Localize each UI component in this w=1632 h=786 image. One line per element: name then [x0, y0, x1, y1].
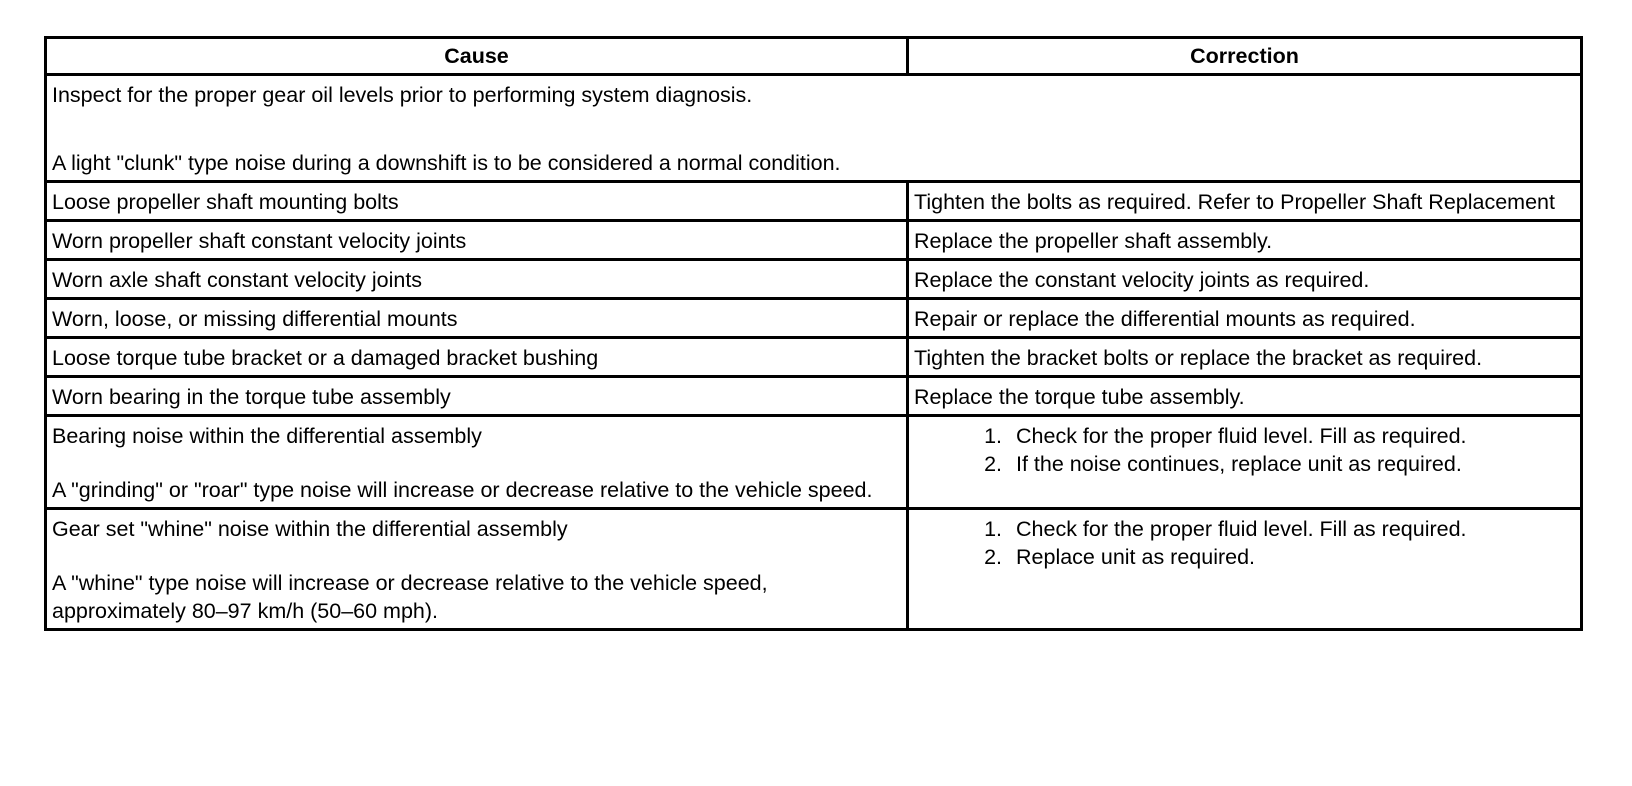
step-number: 2. [984, 545, 1002, 569]
cause-cell [46, 338, 908, 377]
table-row [46, 416, 1582, 509]
table-row [46, 299, 1582, 338]
cause-detail-text: A "whine" type noise will increase or decrease relative to the vehicle speed, approximately 80–97 km/h (50–60 mph). [52, 571, 768, 623]
table-row [46, 377, 1582, 416]
table-row [46, 338, 1582, 377]
correction-cell: Tighten the bracket bolts or replace the bracket as required. [908, 338, 1582, 377]
diagnostic-table [44, 36, 1583, 631]
correction-cell: Replace the constant velocity joints as required. [908, 260, 1582, 299]
table-row [46, 182, 1582, 221]
cause-text: Loose propeller shaft mounting bolts [52, 190, 399, 214]
correction-steps-list [914, 422, 1574, 478]
correction-steps-list [914, 515, 1574, 571]
cause-cell [46, 377, 908, 416]
correction-step [914, 543, 1574, 571]
note-text: Inspect for the proper gear oil levels prior to performing system diagnosis. [52, 83, 753, 107]
step-number: 2. [984, 452, 1002, 476]
cause-text: Worn axle shaft constant velocity joints [52, 268, 423, 292]
step-text: Check for the proper fluid level. Fill as required. [1016, 517, 1467, 541]
cause-text: Worn propeller shaft constant velocity joints [52, 229, 467, 253]
correction-cell: Tighten the bolts as required. Refer to Propeller Shaft Replacement [908, 182, 1582, 221]
note-row [46, 75, 1582, 182]
cause-text: Gear set "whine" noise within the differential assembly [52, 517, 568, 541]
cause-cell [46, 260, 908, 299]
step-number: 1. [984, 517, 1002, 541]
step-number: 1. [984, 424, 1002, 448]
table-row [46, 221, 1582, 260]
cause-cell [46, 509, 908, 630]
cause-cell [46, 299, 908, 338]
header-row [46, 38, 1582, 75]
cause-cell [46, 182, 908, 221]
table-row [46, 260, 1582, 299]
correction-step [914, 422, 1574, 450]
correction-cell: Replace the torque tube assembly. [908, 377, 1582, 416]
cause-column-header: Cause [46, 38, 908, 75]
correction-cell [908, 416, 1582, 509]
correction-cell: Repair or replace the differential mounts as required. [908, 299, 1582, 338]
cause-text: Worn, loose, or missing differential mounts [52, 307, 458, 331]
correction-cell [908, 509, 1582, 630]
step-text: Check for the proper fluid level. Fill as required. [1016, 424, 1467, 448]
table-row [46, 509, 1582, 630]
correction-column-header: Correction [908, 38, 1582, 75]
note-cell [46, 75, 1582, 182]
cause-cell [46, 416, 908, 509]
step-text: Replace unit as required. [1016, 545, 1256, 569]
correction-step [914, 515, 1574, 543]
cause-text: Loose torque tube bracket or a damaged bracket bushing [52, 346, 599, 370]
correction-step [914, 450, 1574, 478]
cause-detail-text: A "grinding" or "roar" type noise will increase or decrease relative to the vehicle speed. [52, 478, 873, 502]
step-text: If the noise continues, replace unit as required. [1016, 452, 1462, 476]
cause-cell [46, 221, 908, 260]
cause-text: Bearing noise within the differential assembly [52, 424, 482, 448]
correction-cell: Replace the propeller shaft assembly. [908, 221, 1582, 260]
note-text: A light "clunk" type noise during a downshift is to be considered a normal condition. [52, 151, 841, 175]
cause-text: Worn bearing in the torque tube assembly [52, 385, 451, 409]
